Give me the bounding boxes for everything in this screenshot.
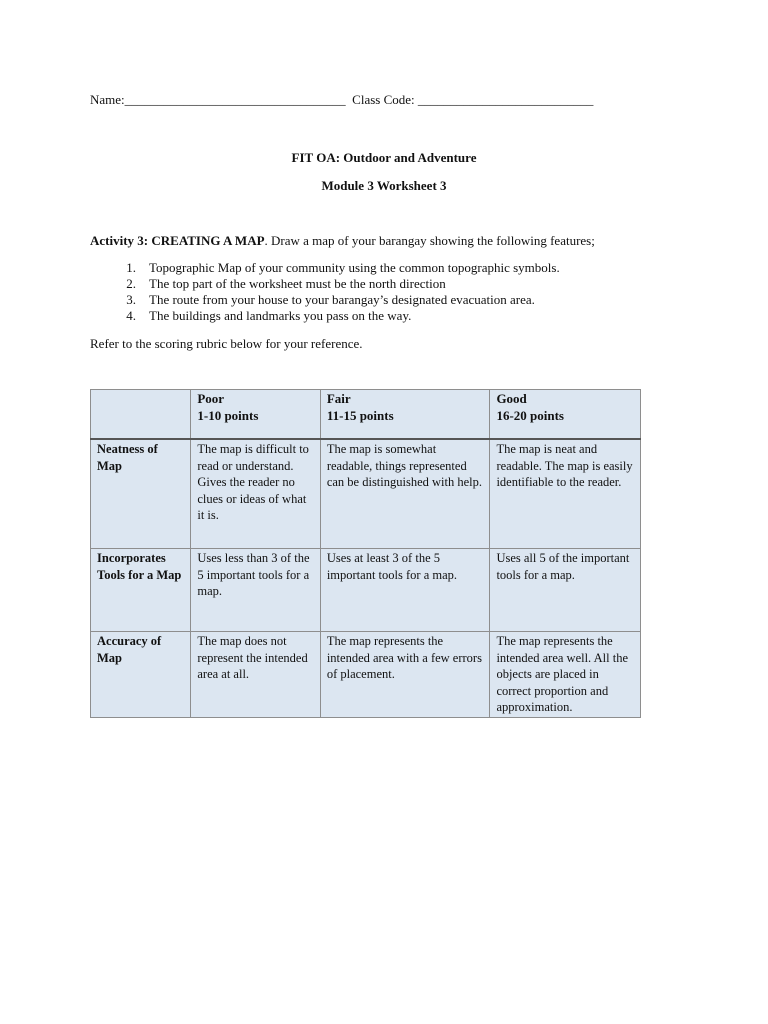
header-cell-good xyxy=(490,390,641,440)
table-header-row xyxy=(91,390,641,440)
header-cell-fair xyxy=(320,390,490,440)
refer-note: Refer to the scoring rubric below for your reference. xyxy=(90,336,363,351)
header-cell-empty xyxy=(91,390,191,440)
criterion-cell: Neatness of Map xyxy=(91,439,191,549)
task-list xyxy=(90,260,560,324)
list-item xyxy=(90,292,560,308)
document-title: FIT OA: Outdoor and Adventure xyxy=(291,150,477,165)
level-label: Poor xyxy=(197,391,225,406)
list-item-number: 1. xyxy=(126,260,136,275)
table-row xyxy=(91,632,641,718)
list-item xyxy=(90,260,560,276)
rubric-cell: The map is somewhat readable, things represented can be distinguished with help. xyxy=(320,439,490,549)
list-item-text: Topographic Map of your community using the common topographic symbols. xyxy=(149,260,560,275)
list-item-number: 3. xyxy=(126,292,136,307)
rubric-cell: Uses all 5 of the important tools for a map. xyxy=(490,549,641,632)
document-subtitle: Module 3 Worksheet 3 xyxy=(321,178,447,193)
name-class-code-line xyxy=(90,92,593,108)
class-code-label: Class Code: xyxy=(352,92,415,107)
rubric-cell: The map is difficult to read or understand. Gives the reader no clues or ideas of what it is. xyxy=(191,439,320,549)
table-row xyxy=(91,439,641,549)
rubric-cell: Uses less than 3 of the 5 important tools for a map. xyxy=(191,549,320,632)
rubric-cell: Uses at least 3 of the 5 important tools for a map. xyxy=(320,549,490,632)
name-label: Name: xyxy=(90,92,125,107)
criterion-cell: Accuracy of Map xyxy=(91,632,191,718)
list-item xyxy=(90,308,560,324)
activity-text: . Draw a map of your barangay showing the following features; xyxy=(264,233,595,248)
class-code-blank[interactable]: ___________________________ xyxy=(417,92,594,107)
rubric-cell: The map does not represent the intended area at all. xyxy=(191,632,320,718)
points-label: 11-15 points xyxy=(326,407,394,423)
rubric-cell: The map represents the intended area with a few errors of placement. xyxy=(320,632,490,718)
criterion-cell: Incorporates Tools for a Map xyxy=(91,549,191,632)
activity-label: Activity 3: CREATING A MAP xyxy=(90,233,265,248)
rubric-cell: The map is neat and readable. The map is easily identifiable to the reader. xyxy=(490,439,641,549)
points-label: 1-10 points xyxy=(197,407,259,423)
points-label: 16-20 points xyxy=(496,407,564,423)
table-row xyxy=(91,549,641,632)
name-blank[interactable]: __________________________________ xyxy=(124,92,346,107)
list-item xyxy=(90,276,560,292)
list-item-number: 2. xyxy=(126,276,136,291)
list-item-text: The buildings and landmarks you pass on the way. xyxy=(149,308,412,323)
rubric-cell: The map represents the intended area well. All the objects are placed in correct proportion and approximation. xyxy=(490,632,641,718)
list-item-number: 4. xyxy=(126,308,136,323)
list-item-text: The route from your house to your barangay’s designated evacuation area. xyxy=(149,292,535,307)
list-item-text: The top part of the worksheet must be the north direction xyxy=(149,276,446,291)
level-label: Fair xyxy=(326,391,351,406)
header-cell-poor xyxy=(191,390,320,440)
activity-instruction xyxy=(90,233,595,249)
level-label: Good xyxy=(496,391,527,406)
scoring-rubric-table xyxy=(90,389,641,718)
